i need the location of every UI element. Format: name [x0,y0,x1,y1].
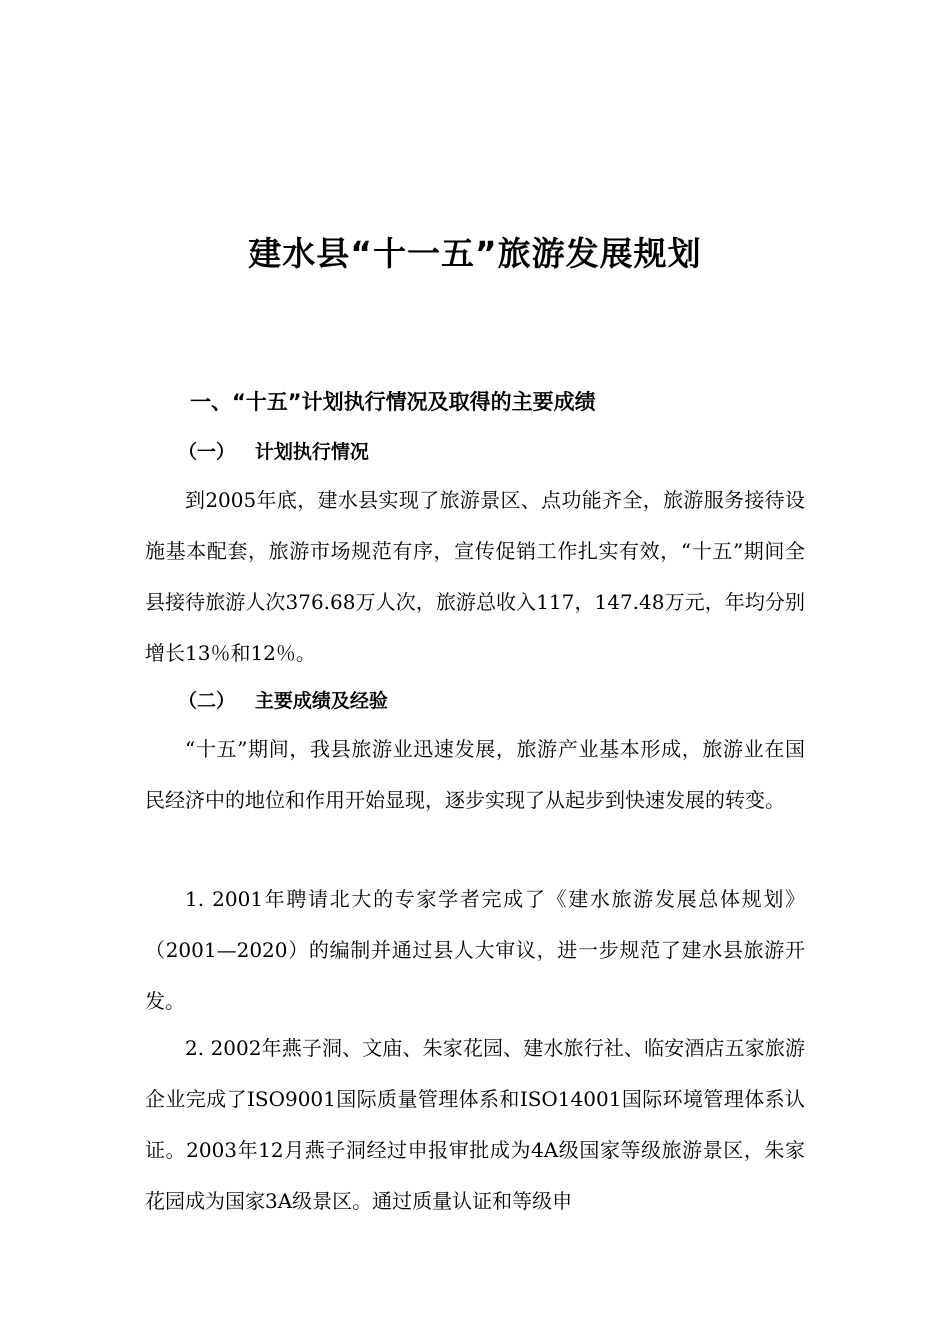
paragraph-achievements: “十五”期间，我县旅游业迅速发展，旅游产业基本形成，旅游业在国民经济中的地位和作用开始显现，逐步实现了从起步到快速发展的转变。 [145,737,805,812]
list-item-2: 2. 2002年燕子洞、文庙、朱家花园、建水旅行社、临安酒店五家旅游企业完成了ISO9001国际质量管理体系和ISO14001国际环境管理体系认证。2003年12月燕子洞经过申报审批成为4A级国家等级旅游景区，朱家花园成为国家3A级景区。通过质量认证和等级申 [145,1036,805,1213]
subsection-heading-2: （二） 主要成绩及经验 [178,690,388,712]
list-item-1: 1. 2001年聘请北大的专家学者完成了《建水旅游发展总体规划》（2001—2020）的编制并通过县人大审议，进一步规范了建水县旅游开发。 [145,887,805,1013]
subsection-heading-1: （一） 计划执行情况 [178,441,369,463]
document-title: 建水县“十一五”旅游发展规划 [248,234,702,273]
paragraph-plan-execution: 到2005年底，建水县实现了旅游景区、点功能齐全，旅游服务接待设施基本配套，旅游市场规范有序，宣传促销工作扎实有效，“十五”期间全县接待旅游人次376.68万人次，旅游总收入117，147.48万元，年均分别增长13％和12％。 [145,488,805,665]
section-heading-1: 一、“十五”计划执行情况及取得的主要成绩 [190,390,596,414]
